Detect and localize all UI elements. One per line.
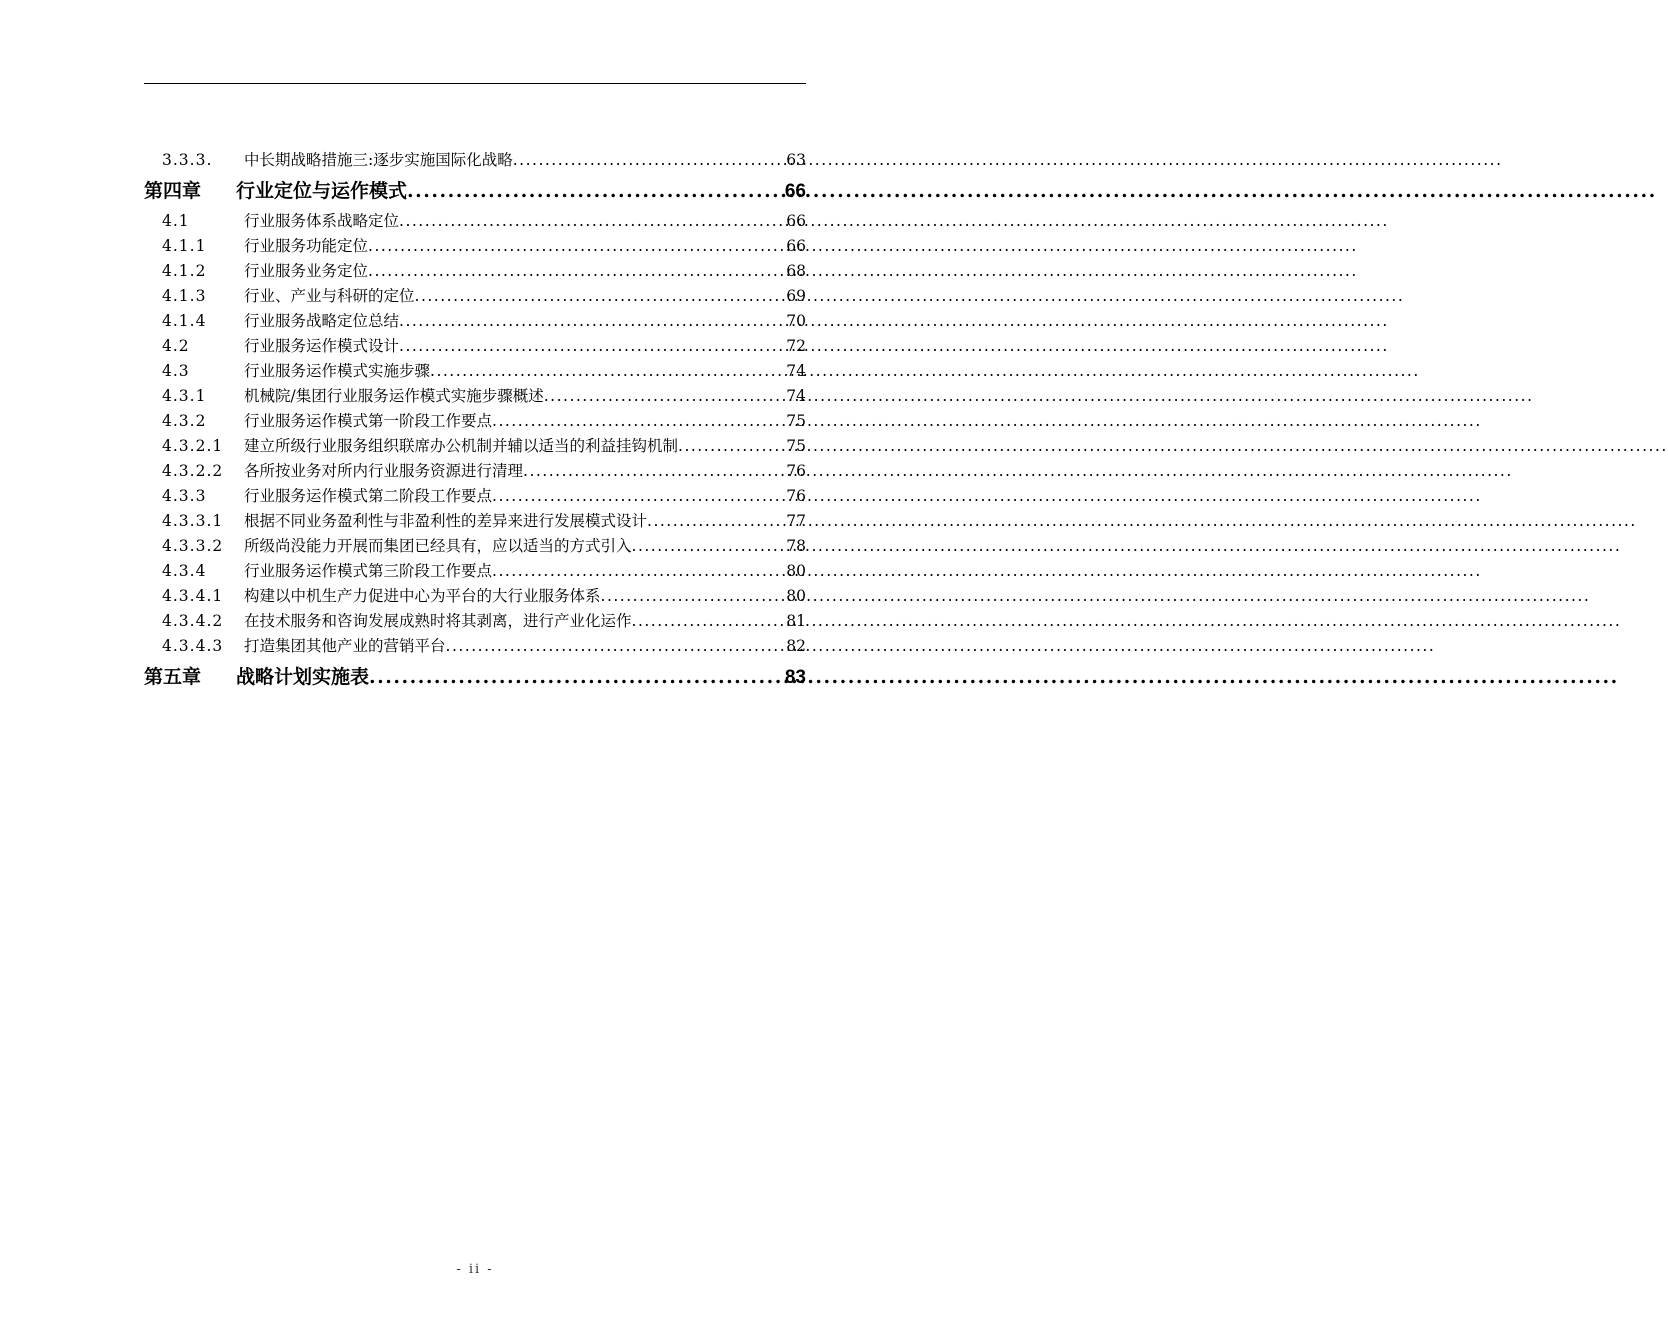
toc-entry-title: 行业服务运作模式第三阶段工作要点	[244, 562, 493, 580]
toc-entry-number: 4.3.1	[162, 387, 207, 405]
toc-dot-leader	[369, 659, 783, 695]
toc-dot-leader	[632, 609, 785, 634]
toc-dot-leader	[492, 409, 784, 434]
toc-entry-page: 66	[784, 181, 806, 202]
toc-entry-page: 68	[786, 262, 806, 280]
toc-entry-number: 4.3.3.1	[162, 512, 224, 530]
toc-dot-leader	[492, 484, 784, 509]
toc-entry-title: 打造集团其他产业的营销平台	[244, 637, 446, 655]
page-number: - ii -	[456, 1262, 494, 1277]
toc-dot-leader	[415, 284, 785, 309]
toc-dot-leader	[492, 559, 784, 584]
toc-dot-leader	[523, 459, 784, 484]
toc-dot-leader	[632, 534, 785, 559]
toc-entry-number: 4.1.3	[162, 287, 207, 305]
toc-entry-title: 所级尚没能力开展而集团已经具有，应以适当的方式引入	[244, 537, 632, 555]
toc-dot-leader	[544, 384, 785, 409]
toc-entry-page: 75	[786, 437, 806, 455]
toc-entry-number: 4.3.2.2	[162, 462, 224, 480]
toc-entry-title: 行业服务功能定位	[244, 237, 369, 255]
toc-entry-page: 75	[786, 412, 806, 430]
toc-entry-page: 81	[786, 612, 806, 630]
toc-entry-number: 4.3.4.3	[162, 637, 224, 655]
toc-dot-leader	[407, 173, 783, 209]
toc-entry-number: 4.1	[162, 212, 190, 230]
toc-entry-title: 行业服务运作模式第一阶段工作要点	[244, 412, 493, 430]
toc-entry-page: 78	[786, 537, 806, 555]
toc-entry-page: 82	[786, 637, 806, 655]
toc-dot-leader	[513, 148, 785, 173]
toc-entry-title: 行业服务运作模式实施步骤	[244, 362, 431, 380]
toc-dot-leader	[430, 359, 784, 384]
toc-section-entry[interactable]	[144, 259, 806, 284]
toc-entry-page: 83	[784, 667, 806, 688]
header-rule	[144, 83, 806, 84]
toc-section-entry[interactable]	[144, 634, 806, 659]
toc-entry-page: 70	[786, 312, 806, 330]
toc-entry-title: 根据不同业务盈利性与非盈利性的差异来进行发展模式设计	[244, 512, 648, 530]
toc-entry-page: 74	[786, 362, 806, 380]
toc-section-entry[interactable]	[144, 559, 806, 584]
toc-entry-title: 行业服务运作模式第二阶段工作要点	[244, 487, 493, 505]
toc-dot-leader	[399, 309, 784, 334]
toc-dot-leader	[601, 584, 785, 609]
toc-entry-number: 第四章	[144, 180, 202, 202]
toc-entry-page: 72	[786, 337, 806, 355]
toc-dot-leader	[647, 509, 784, 534]
toc-entry-title: 行业服务体系战略定位	[244, 212, 400, 230]
toc-entry-title: 战略计划实施表	[236, 666, 370, 688]
toc-entry-number: 4.1.2	[162, 262, 207, 280]
toc-entry-title: 建立所级行业服务组织联席办公机制并辅以适当的利益挂钩机制	[244, 437, 679, 455]
toc-entry-title: 各所按业务对所内行业服务资源进行清理	[244, 462, 524, 480]
toc-chapter-entry[interactable]	[144, 659, 806, 695]
toc-entry-page: 77	[786, 512, 806, 530]
toc-section-entry[interactable]	[144, 509, 806, 534]
toc-section-entry[interactable]	[144, 384, 806, 409]
toc-section-entry[interactable]	[144, 334, 806, 359]
toc-dot-leader	[399, 334, 784, 359]
toc-section-entry[interactable]	[144, 234, 806, 259]
toc-entry-page: 80	[786, 587, 806, 605]
table-of-contents	[144, 148, 806, 695]
toc-section-entry[interactable]	[144, 459, 806, 484]
toc-entry-number: 第五章	[144, 666, 202, 688]
toc-entry-number: 4.3.3.2	[162, 537, 224, 555]
toc-entry-title: 行业服务业务定位	[244, 262, 369, 280]
toc-section-entry[interactable]	[144, 209, 806, 234]
toc-dot-leader	[368, 259, 784, 284]
toc-section-entry[interactable]	[144, 309, 806, 334]
toc-entry-number: 4.2	[162, 337, 190, 355]
toc-entry-title: 中长期战略措施三:逐步实施国际化战略	[244, 151, 513, 169]
toc-section-entry[interactable]	[144, 534, 806, 559]
toc-section-entry[interactable]	[144, 148, 806, 173]
toc-entry-page: 66	[786, 237, 806, 255]
toc-entry-page: 63	[786, 151, 806, 169]
toc-entry-title: 在技术服务和咨询发展成熟时将其剥离，进行产业化运作	[244, 612, 632, 630]
toc-entry-page: 66	[786, 212, 806, 230]
toc-entry-number: 4.3.2	[162, 412, 207, 430]
toc-entry-title: 行业服务战略定位总结	[244, 312, 400, 330]
toc-dot-leader	[678, 434, 784, 459]
toc-entry-page: 80	[786, 562, 806, 580]
toc-section-entry[interactable]	[144, 409, 806, 434]
toc-entry-page: 76	[786, 487, 806, 505]
toc-dot-leader	[368, 234, 784, 259]
toc-entry-page: 69	[786, 287, 806, 305]
toc-entry-number: 4.3.2.1	[162, 437, 224, 455]
toc-entry-number: 3.3.3.	[162, 151, 213, 169]
toc-section-entry[interactable]	[144, 484, 806, 509]
toc-entry-title: 机械院/集团行业服务运作模式实施步骤概述	[244, 387, 544, 405]
toc-entry-title: 行业、产业与科研的定位	[244, 287, 415, 305]
toc-entry-number: 4.1.4	[162, 312, 207, 330]
toc-section-entry[interactable]	[144, 434, 806, 459]
toc-entry-title: 构建以中机生产力促进中心为平台的大行业服务体系	[244, 587, 601, 605]
toc-dot-leader	[399, 209, 784, 234]
toc-entry-title: 行业定位与运作模式	[236, 180, 408, 202]
toc-entry-number: 4.3.4	[162, 562, 207, 580]
toc-section-entry[interactable]	[144, 359, 806, 384]
toc-entry-number: 4.3	[162, 362, 190, 380]
toc-entry-number: 4.3.4.2	[162, 612, 224, 630]
toc-chapter-entry[interactable]	[144, 173, 806, 209]
toc-entry-title: 行业服务运作模式设计	[244, 337, 400, 355]
toc-entry-number: 4.3.3	[162, 487, 207, 505]
toc-entry-page: 76	[786, 462, 806, 480]
toc-entry-number: 4.3.4.1	[162, 587, 224, 605]
toc-entry-page: 74	[786, 387, 806, 405]
toc-section-entry[interactable]	[144, 609, 806, 634]
toc-section-entry[interactable]	[144, 584, 806, 609]
toc-entry-number: 4.1.1	[162, 237, 207, 255]
toc-section-entry[interactable]	[144, 284, 806, 309]
toc-dot-leader	[446, 634, 785, 659]
